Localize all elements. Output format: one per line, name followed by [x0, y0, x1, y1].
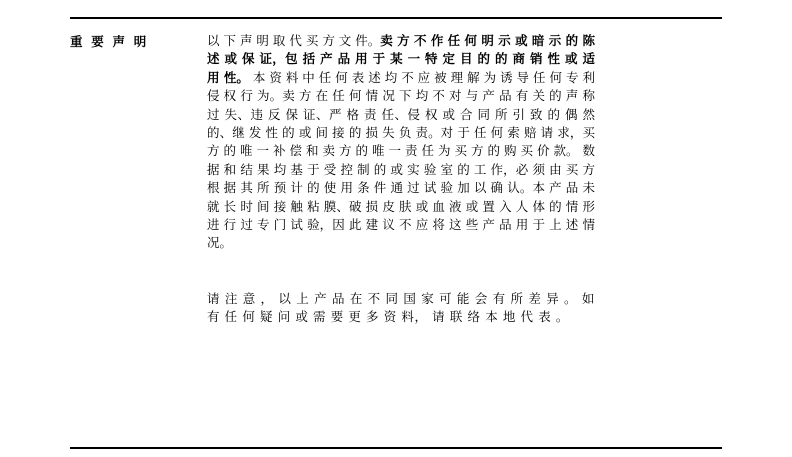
paragraph-disclaimer-main [207, 32, 595, 253]
document-body-column [207, 32, 595, 327]
top-divider-rule [70, 17, 722, 19]
section-heading: 重 要 声 明 [70, 34, 149, 49]
paragraph-segment-bold: 卖 方 不 作 任 何 明 示 或 暗 示 的 陈 述 或 保 证，包 括 产 品 用 于 某 一 特 定 目 的 的 商 销 性 或 适 用 性。 [207, 33, 595, 85]
paragraph-disclaimer-note [207, 290, 595, 327]
paragraph-segment: 本 资 料 中 任 何 表 述 均 不 应 被 理 解 为 诱 导 任 何 专 利 侵 权 行 为。卖 方 在 任 何 情 况 下 均 不 对 与 产 品 有 关 的 声 称 过 失、违 反 保 证、严 格 责 任、侵 权 或 合 同 所 引 致 的 偶 然 的、继 发 性 的 或 间 接 的 损 失 负 责。对 于 任 何 索 赔 请 求，买 方 的 唯 一 补 偿 和 卖 方 的 唯 一 责 任 为 买 方 的 购 买 价 款。 数 据 和 结 果 均 基 于 受 控 制 的 或 实 验 室 的 工 作，必 须 由 买 方 根 据 其 所 预 计 的 使 用 条 件 通 过 试 验 加 以 确 认。本 产 品 未 就 长 时 间 接 触 粘 膜、破 损 皮 肤 或 血 液 或 置 入 人 体 的 情 形 进 行 过 专 门 试 验，因 此 建 议 不 应 将 这 些 产 品 用 于 上 述 情 况。 [207, 69, 595, 251]
paragraph-segment: 以 下 声 明 取 代 买 方 文 件。 [207, 33, 381, 48]
bottom-divider-rule [70, 447, 722, 449]
paragraph-segment: 请 注 意 ， 以 上 产 品 在 不 同 国 家 可 能 会 有 所 差 异 。 如 有 任 何 疑 问 或 需 要 更 多 资 料， 请 联 络 本 地 代 表 。 [207, 290, 595, 325]
